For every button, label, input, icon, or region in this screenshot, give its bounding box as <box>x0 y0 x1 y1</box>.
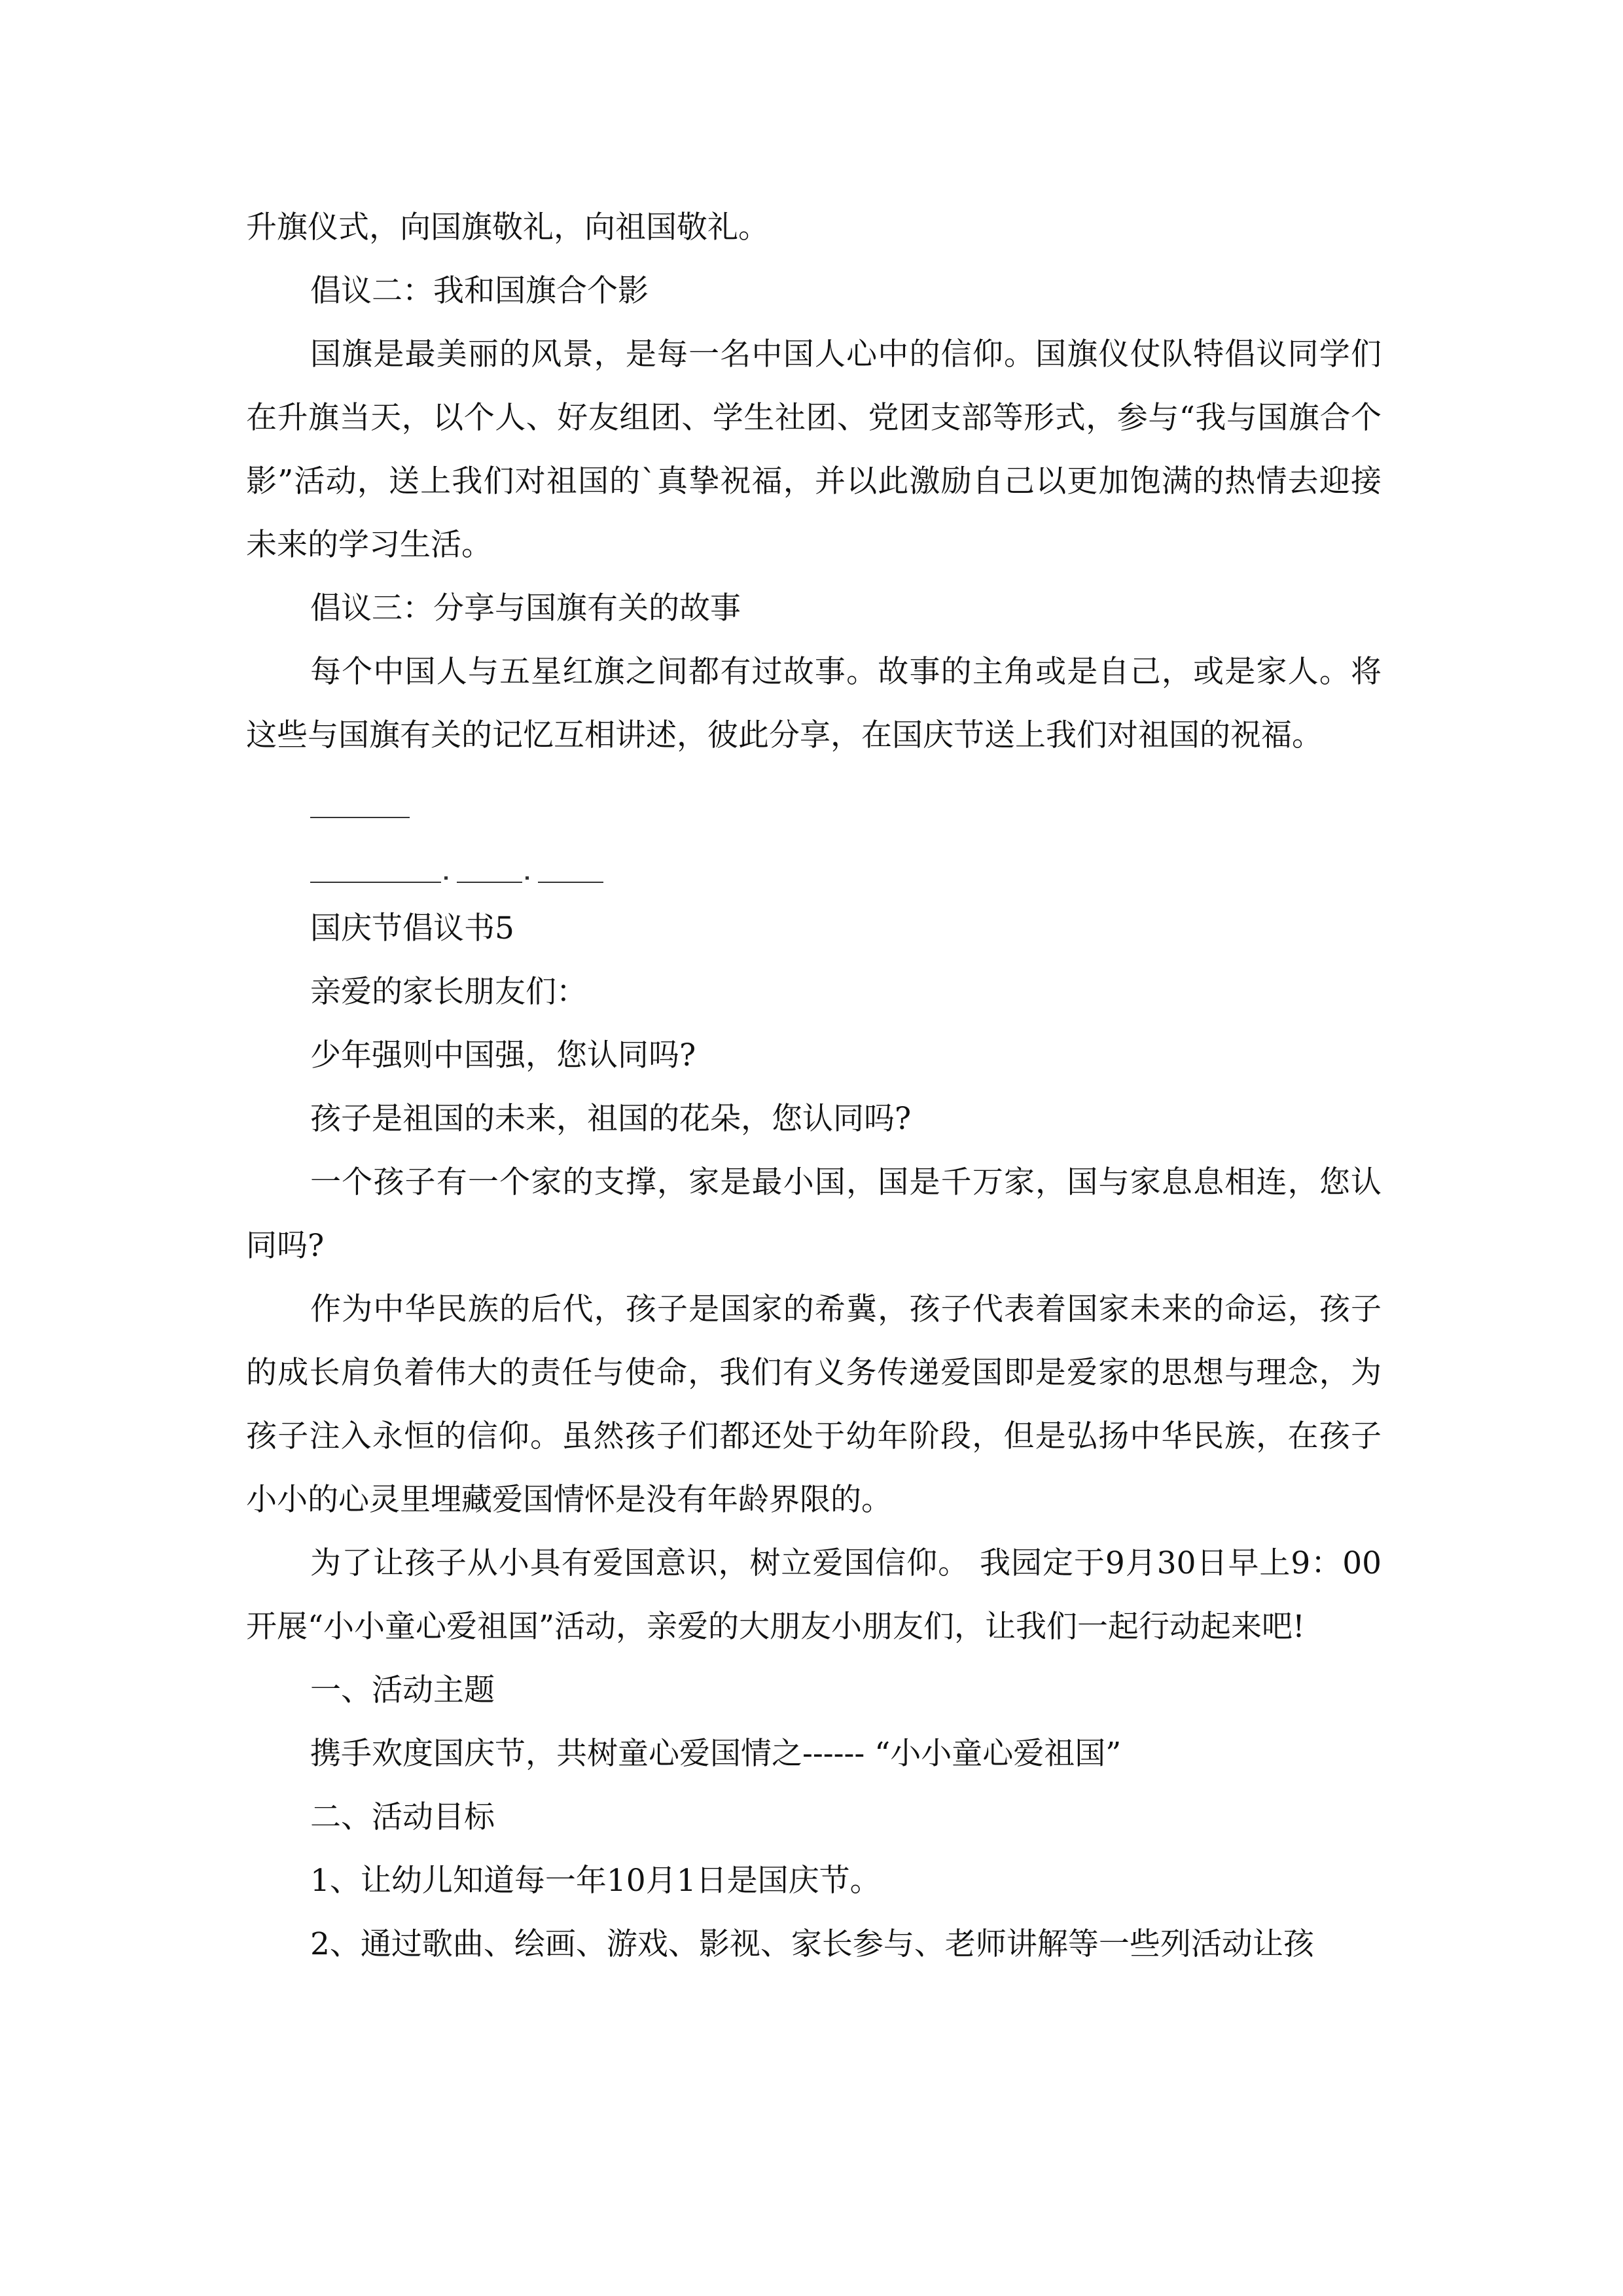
paragraph-patriotism: 作为中华民族的后代，孩子是国家的希冀，孩子代表着国家未来的命运，孩子的成长肩负着伟大的责任与使命，我们有义务传递爱国即是爱家的思想与理念，为孩子注入永恒的信仰。虽然孩子们都还处于幼年阶段，但是弘扬中华民族，在孩子小小的心灵里埋藏爱国情怀是没有年龄界限的。 <box>246 1291 1382 1518</box>
list-item-goal-2: 2、通过歌曲、绘画、游戏、影视、家长参与、老师讲解等一些列活动让孩 <box>310 1926 1314 1962</box>
heading-proposal-2: 倡议二：我和国旗合个影 <box>310 273 649 309</box>
section-title: 国庆节倡议书5 <box>310 910 514 946</box>
paragraph-event-announcement: 为了让孩子从小具有爱国意识，树立爱国信仰。 我园定于9月30日早上9：00开展“小小童心爱祖国”活动，亲爱的大朋友小朋友们，让我们一起行动起来吧! <box>246 1545 1382 1645</box>
date-blank-day <box>538 882 603 883</box>
signature-blank-line <box>310 817 410 818</box>
list-item-goal-1: 1、让幼儿知道每一年10月1日是国庆节。 <box>310 1863 881 1899</box>
date-separator-dot <box>444 876 448 880</box>
heading-activity-theme: 一、活动主题 <box>310 1672 495 1708</box>
text-block-upper <box>246 196 1382 767</box>
date-separator-dot <box>526 876 529 880</box>
paragraph-activity-theme: 携手欢度国庆节，共树童心爱国情之------ “小小童心爱祖国” <box>310 1736 1122 1772</box>
date-blank-year <box>310 882 441 883</box>
salutation: 亲爱的家长朋友们： <box>310 974 587 1010</box>
text-block-lower <box>246 897 1382 1976</box>
paragraph-flag-stories: 每个中国人与五星红旗之间都有过故事。故事的主角或是自己，或是家人。将这些与国旗有关的记忆互相讲述，彼此分享，在国庆节送上我们对祖国的祝福。 <box>246 654 1382 753</box>
date-blank-month <box>457 882 522 883</box>
paragraph-question-1: 少年强则中国强，您认同吗? <box>310 1037 696 1073</box>
paragraph-flag-photo: 国旗是最美丽的风景，是每一名中国人心中的信仰。国旗仪仗队特倡议同学们在升旗当天，以个人、好友组团、学生社团、党团支部等形式，参与“我与国旗合个影”活动，送上我们对祖国的`真挚祝福，并以此激励自己以更加饱满的热情去迎接未来的学习生活。 <box>246 336 1382 563</box>
paragraph-continuation: 升旗仪式，向国旗敬礼，向祖国敬礼。 <box>246 209 769 245</box>
paragraph-question-2: 孩子是祖国的未来，祖国的花朵，您认同吗? <box>310 1101 912 1137</box>
heading-activity-goals: 二、活动目标 <box>310 1799 495 1835</box>
paragraph-question-3: 一个孩子有一个家的支撑，家是最小国，国是千万家，国与家息息相连，您认同吗? <box>246 1164 1382 1264</box>
heading-proposal-3: 倡议三：分享与国旗有关的故事 <box>310 590 741 626</box>
